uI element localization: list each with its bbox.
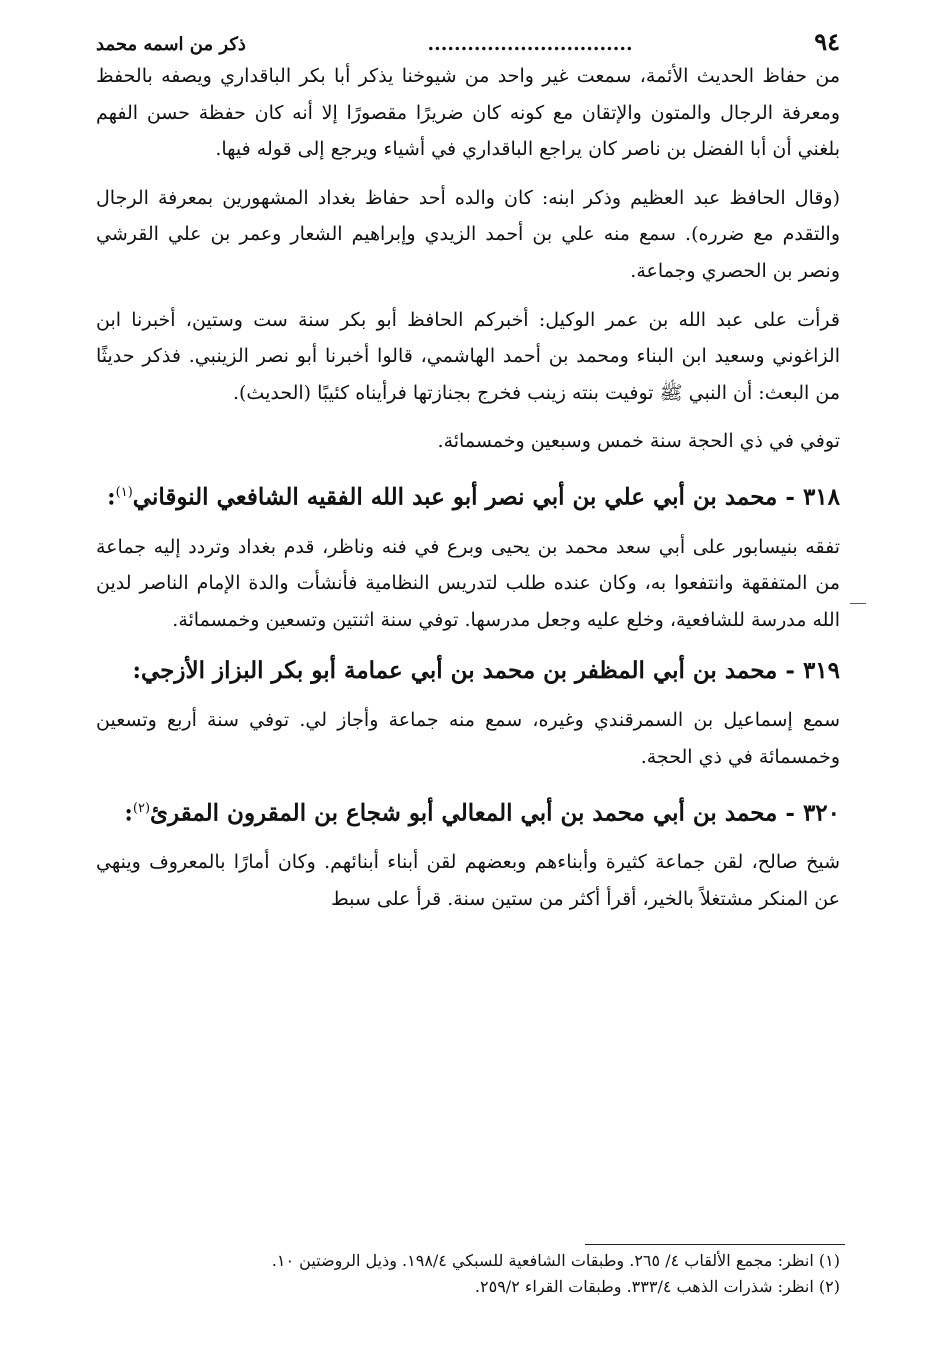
heading-colon: :	[132, 657, 141, 685]
entry-heading-text: ٣١٩ - محمد بن أبي المظفر بن محمد بن أبي عمامة أبو بكر البزاز الأزجي	[141, 657, 840, 685]
paragraph: سمع إسماعيل بن السمرقندي وغيره، سمع منه جماعة وأجاز لي. توفي سنة أربع وتسعين وخمسمائة في ذي الحجة.	[96, 709, 840, 768]
paragraph: (وقال الحافظ عبد العظيم وذكر ابنه: كان والده أحد حفاظ بغداد المشهورين بمعرفة الرجال والتقدم مع ضرره). سمع منه علي بن أحمد الزيدي وإبراهيم الشعار وعمر بن علي القرشي ونصر بن الحصري وجماعة.	[96, 186, 840, 282]
footnotes	[96, 1248, 840, 1300]
header-title: ذكر من اسمه محمد	[96, 34, 246, 55]
footnote-2: (٢) انظر: شذرات الذهب ٣٣٣/٤. وطبقات القراء ٢٥٩/٢.	[474, 1277, 840, 1296]
page-number: ٩٤	[814, 27, 840, 56]
margin-mark	[850, 603, 866, 604]
footnote-1: (١) انظر: مجمع الألقاب ٤/ ٢٦٥. وطبقات الشافعية للسبكي ١٩٨/٤. وذيل الروضتين ١٠.	[271, 1251, 840, 1270]
footnote-ref: (٢)	[132, 800, 151, 816]
running-header	[96, 26, 840, 58]
entry-heading	[96, 650, 840, 692]
paragraph: توفي في ذي الحجة سنة خمس وسبعين وخمسمائة.	[437, 430, 840, 453]
paragraph: من حفاظ الحديث الأئمة، سمعت غير واحد من شيوخنا يذكر أبا بكر الباقداري ويصفه بالحفظ ومعرفة الرجال والمتون والإتقان مع كونه كان ضريرًا مقصورًا إلا أنه كان حفظة حسن الفهم بلغني أن أبا الفضل بن ناصر كان يراجع الباقداري في أشياء ويرجع إلى قوله فيها.	[96, 65, 840, 161]
page-body	[96, 26, 840, 929]
entry-heading	[96, 788, 840, 835]
main-text	[96, 58, 840, 917]
entry-heading	[96, 472, 840, 519]
entry-heading-text: ٣١٨ - محمد بن أبي علي بن أبي نصر أبو عبد الله الفقيه الشافعي النوقاني	[132, 483, 840, 511]
entry-heading-text: ٣٢٠ - محمد بن أبي محمد بن أبي المعالي أبو شجاع بن المقرون المقرئ	[150, 799, 840, 827]
paragraph: قرأت على عبد الله بن عمر الوكيل: أخبركم الحافظ أبو بكر سنة ست وستين، أخبرنا ابن الزاغوني وسعيد ابن البناء ومحمد بن أحمد الهاشمي، قالوا أخبرنا أبو نصر الزينبي. فذكر حديثًا من البعث: أن النبي ﷺ توفيت بنته زينب فخرج بجنازتها فرأيناه كئيبًا (الحديث).	[96, 308, 840, 404]
paragraph: تفقه بنيسابور على أبي سعد محمد بن يحيى وبرع في فنه وناظر، قدم بغداد وتردد إليه جماعة من المتفقهة وانتفعوا به، وكان عنده طلب لتدريس النظامية فأنشأت والدة الإمام الناصر لدين الله مدرسة للشافعية، وخلع عليه وجعل مدرسها. توفي سنة اثنتين وتسعين وخمسمائة.	[96, 535, 840, 631]
footnote-divider	[585, 1244, 845, 1245]
heading-colon: :	[124, 799, 133, 827]
paragraph: شيخ صالح، لقن جماعة كثيرة وأبناءهم وبعضهم لقن أبناء أبنائهم. وكان أمارًا بالمعروف وينهي عن المنكر مشتغلاً بالخير، أقرأ أكثر من ستين سنة. قرأ على سبط	[96, 851, 840, 910]
header-dots: ...............................	[427, 33, 633, 55]
heading-colon: :	[107, 483, 116, 511]
footnote-ref: (١)	[115, 484, 133, 500]
